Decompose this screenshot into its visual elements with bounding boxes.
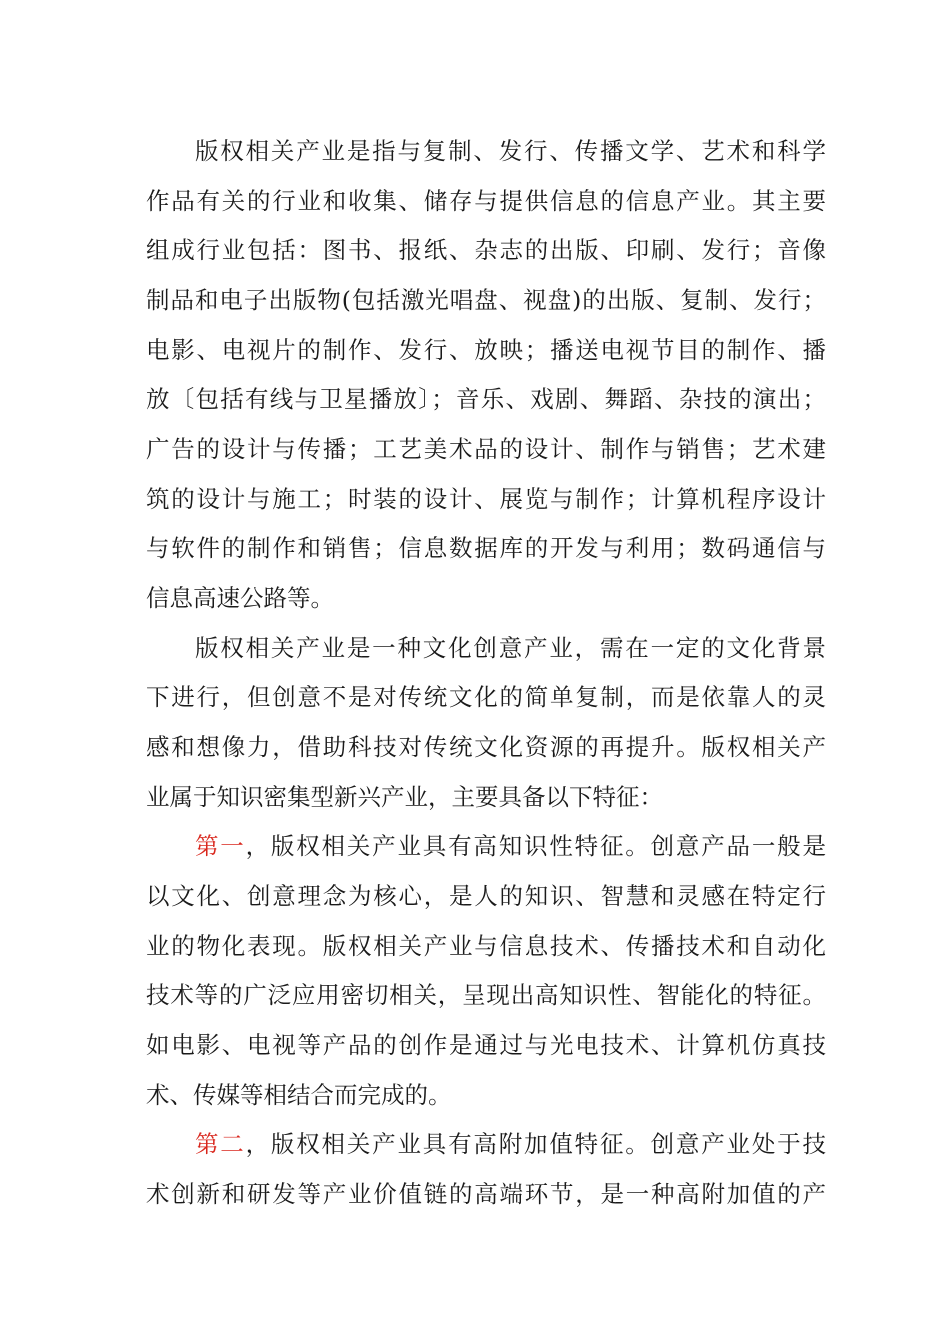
paragraph-4-line-1-text: ，版权相关产业具有高附加值特征。创意产业处于技 [245, 1130, 826, 1158]
paragraph-4-lead: 第二 [195, 1130, 246, 1158]
paragraph-3-line-5: 如电影、电视等产品的创作是通过与光电技术、计算机仿真技 [146, 1031, 826, 1059]
paragraph-1-line-1: 版权相关产业是指与复制、发行、传播文学、艺术和科学 [195, 137, 826, 165]
paragraph-1-line-6: 放〔包括有线与卫星播放〕；音乐、戏剧、舞蹈、杂技的演出； [146, 385, 826, 413]
paragraph-2-line-3: 感和想像力，借助科技对传统文化资源的再提升。版权相关产 [146, 733, 826, 761]
paragraph-3-line-1-text: ，版权相关产业具有高知识性特征。创意产品一般是 [245, 832, 826, 860]
paragraph-1-line-9: 与软件的制作和销售；信息数据库的开发与利用；数码通信与 [146, 534, 826, 562]
paragraph-1-line-8: 筑的设计与施工；时装的设计、展览与制作；计算机程序设计 [146, 485, 826, 513]
paragraph-2-line-2: 下进行，但创意不是对传统文化的简单复制，而是依靠人的灵 [146, 683, 826, 711]
paragraph-4-line-1 [195, 1124, 826, 1164]
paragraph-4-line-2: 术创新和研发等产业价值链的高端环节，是一种高附加值的产 [146, 1180, 826, 1208]
paragraph-2-line-1: 版权相关产业是一种文化创意产业，需在一定的文化背景 [195, 634, 826, 662]
paragraph-3-line-3: 业的物化表现。版权相关产业与信息技术、传播技术和自动化 [146, 932, 826, 960]
paragraph-3-line-1 [195, 826, 826, 866]
paragraph-1-line-5: 电影、电视片的制作、发行、放映；播送电视节目的制作、播 [146, 336, 826, 364]
paragraph-3-line-4: 技术等的广泛应用密切相关，呈现出高知识性、智能化的特征。 [146, 981, 826, 1009]
paragraph-1-line-10: 信息高速公路等。 [146, 584, 334, 612]
paragraph-3-line-6: 术、传媒等相结合而完成的。 [146, 1081, 452, 1109]
paragraph-1-line-2: 作品有关的行业和收集、储存与提供信息的信息产业。其主要 [146, 187, 826, 215]
paragraph-1-line-3: 组成行业包括：图书、报纸、杂志的出版、印刷、发行；音像 [146, 236, 826, 264]
paragraph-1-line-4: 制品和电子出版物(包括激光唱盘、视盘)的出版、复制、发行； [146, 286, 826, 314]
paragraph-3-lead: 第一 [195, 832, 246, 860]
paragraph-3-line-2: 以文化、创意理念为核心，是人的知识、智慧和灵感在特定行 [146, 882, 826, 910]
paragraph-1-line-7: 广告的设计与传播；工艺美术品的设计、制作与销售；艺术建 [146, 435, 826, 463]
paragraph-2-line-4: 业属于知识密集型新兴产业，主要具备以下特征： [146, 783, 663, 811]
